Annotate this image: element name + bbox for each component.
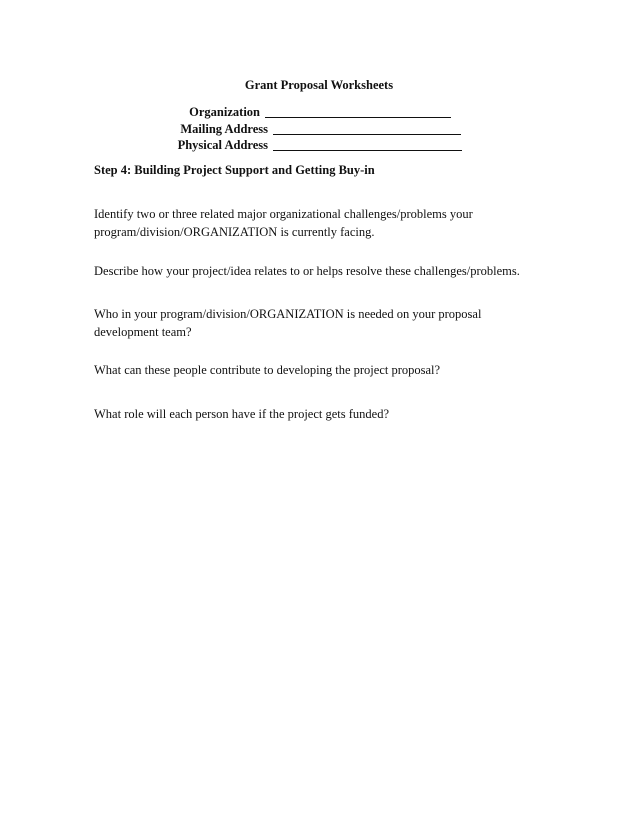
organization-blank-line[interactable]	[265, 117, 451, 118]
mailing-address-blank-line[interactable]	[273, 134, 461, 135]
question-5: What role will each person have if the project gets funded?	[94, 407, 390, 421]
step-heading: Step 4: Building Project Support and Getting Buy-in	[94, 163, 375, 177]
physical-address-label: Physical Address	[177, 138, 268, 152]
physical-address-blank-line[interactable]	[273, 150, 462, 151]
document-title: Grant Proposal Worksheets	[244, 78, 394, 92]
physical-address-field	[0, 136, 638, 154]
mailing-address-label: Mailing Address	[180, 122, 268, 136]
question-2: Describe how your project/idea relates to or helps resolve these challenges/problems.	[94, 264, 520, 278]
organization-field	[0, 103, 638, 121]
question-4: What can these people contribute to developing the project proposal?	[94, 363, 441, 377]
question-1: Identify two or three related major organizational challenges/problems your program/division/ORGANIZATION is currently facing.	[94, 207, 473, 239]
question-3: Who in your program/division/ORGANIZATION is needed on your proposal development team?	[94, 307, 482, 339]
organization-label: Organization	[189, 105, 260, 119]
